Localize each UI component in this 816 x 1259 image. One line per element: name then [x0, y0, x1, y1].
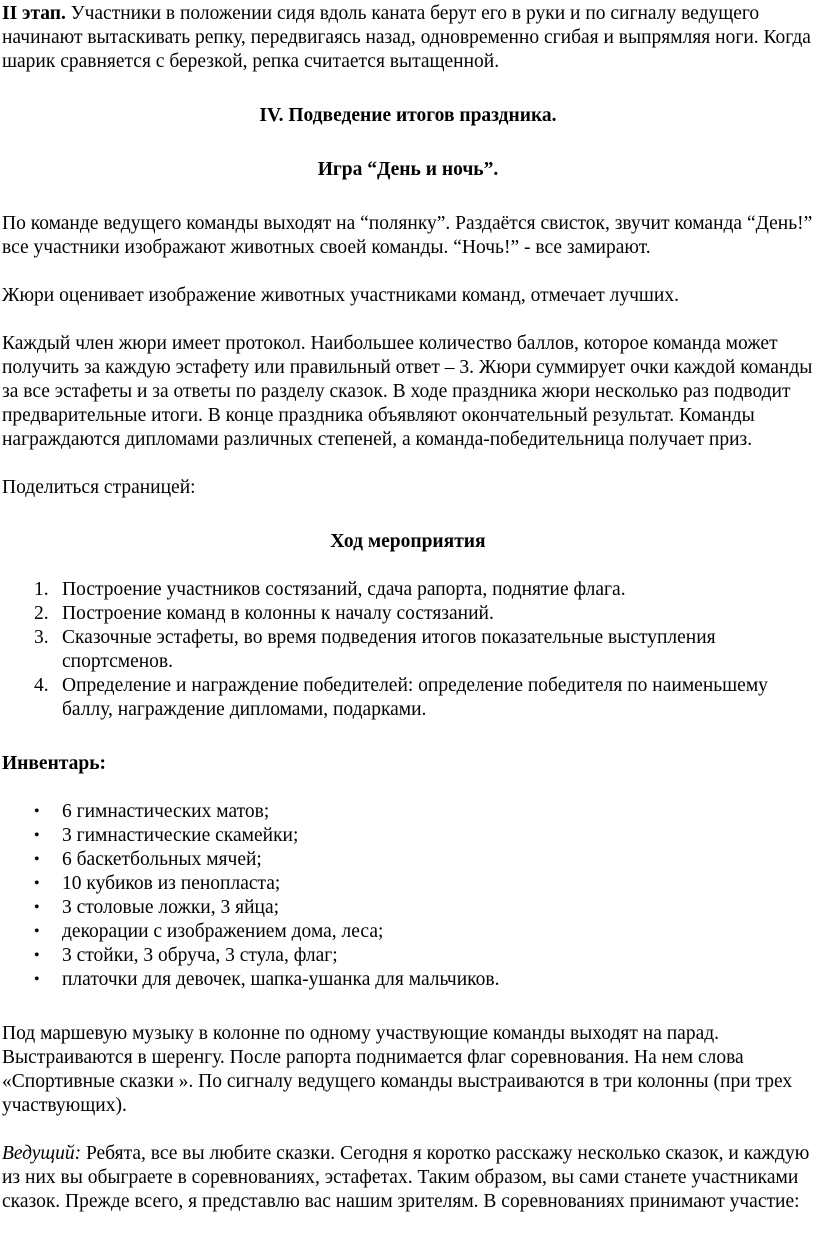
list-number: 4. [34, 675, 49, 696]
bullet-icon: • [34, 827, 40, 844]
section4-title: IV. Подведение итогов праздника. [259, 105, 557, 126]
bullet-icon: • [34, 923, 40, 940]
parade-paragraph: Под маршевую музыку в колонне по одному участвующие команды выходят на парад. Выстраиваются в шеренгу. После рапорта поднимается флаг соревнования. На нем слова «Спортивные сказки ». По сигналу ведущего команды выстраиваются в три колонны (при трех участвующих). [2, 1023, 793, 1116]
host-text: Ребята, все вы любите сказки. Сегодня я коротко расскажу несколько сказок, и каждую из них вы обыграете в соревнованиях, эстафетах. Таким образом, вы сами станете участниками сказок. Прежде всего, я представлю вас нашим зрителям. В соревнованиях принимают участие: [2, 1143, 810, 1212]
list-item: 4. Определение и награждение победителей: определение победителя по наименьшему баллу, награждение дипломами, подарками. [34, 675, 768, 720]
jury-evaluation: Жюри оценивает изображение животных участниками команд, отмечает лучших. [2, 285, 679, 306]
bullet-icon: • [34, 971, 40, 988]
list-item: • 6 гимнастических матов; [34, 801, 270, 822]
course-list [2, 578, 814, 722]
game-description: По команде ведущего команды выходят на “полянку”. Раздаётся свисток, звучит команда “День!” все участники изображают животных своей команды. “Ночь!” - все замирают. [2, 213, 813, 258]
list-item: • 3 гимнастические скамейки; [34, 825, 299, 846]
list-number: 3. [34, 627, 49, 648]
list-item: 3. Сказочные эстафеты, во время подведения итогов показательные выступления спортсменов. [34, 627, 716, 672]
list-item: • декорации с изображением дома, леса; [34, 921, 384, 942]
bullet-icon: • [34, 947, 40, 964]
host-paragraph [2, 1142, 814, 1214]
stage2-text: Участники в положении сидя вдоль каната берут его в руки и по сигналу ведущего начинают вытаскивать репку, передвигаясь назад, одновременно сгибая и выпрямляя ноги. Когда шарик сравняется с березкой, репка считается вытащенной. [2, 3, 811, 72]
list-item: 2. Построение команд в колонны к началу состязаний. [34, 603, 494, 624]
list-number: 1. [34, 579, 49, 600]
inventory-list [2, 800, 814, 992]
bullet-icon: • [34, 803, 40, 820]
stage2-label: II этап. [2, 3, 66, 24]
stage2-paragraph [2, 2, 814, 74]
jury-protocol: Каждый член жюри имеет протокол. Наибольшее количество баллов, которое команда может получить за каждую эстафету или правильный ответ – 3. Жюри суммирует очки каждой команды за все эстафеты и за ответы по разделу сказок. В ходе праздника жюри несколько раз подводит предварительные итоги. В конце праздника объявляют окончательный результат. Команды награждаются дипломами различных степеней, а команда-победительница получает приз. [2, 333, 813, 450]
bullet-icon: • [34, 875, 40, 892]
list-item: • 10 кубиков из пенопласта; [34, 873, 281, 894]
list-item: 1. Построение участников состязаний, сдача рапорта, поднятие флага. [34, 579, 626, 600]
share-page-label: Поделиться страницей: [2, 477, 196, 498]
bullet-icon: • [34, 851, 40, 868]
inventory-title: Инвентарь: [2, 753, 107, 774]
list-number: 2. [34, 603, 49, 624]
course-title: Ход мероприятия [330, 531, 486, 552]
bullet-icon: • [34, 899, 40, 916]
list-item: • платочки для девочек, шапка-ушанка для мальчиков. [34, 969, 500, 990]
list-item: • 6 баскетбольных мячей; [34, 849, 262, 870]
list-item: • 3 стойки, 3 обруча, 3 стула, флаг; [34, 945, 338, 966]
host-label: Ведущий: [2, 1143, 82, 1164]
game-title: Игра “День и ночь”. [317, 159, 499, 180]
list-item: • 3 столовые ложки, 3 яйца; [34, 897, 280, 918]
